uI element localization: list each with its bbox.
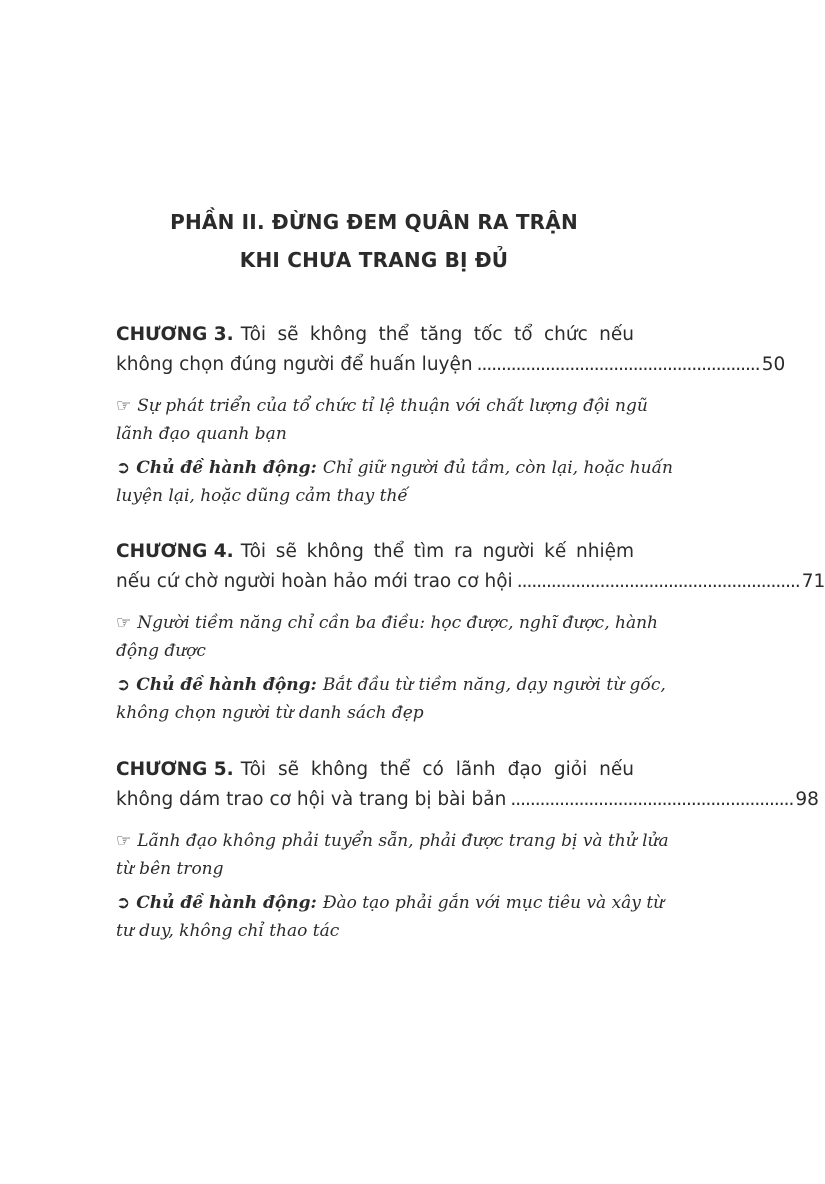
page-number: 50 <box>761 354 786 375</box>
chapter-action <box>116 889 665 945</box>
chapter-label: CHƯƠNG 5. <box>116 759 234 780</box>
page-number: 98 <box>795 789 819 810</box>
chapter-heading <box>116 755 819 815</box>
chapter-action <box>116 454 673 510</box>
chapter-note <box>116 609 658 665</box>
note-line-2: từ bên trong <box>116 859 224 879</box>
pointing-hand-icon: ☞ <box>116 831 132 851</box>
note-line-2: lãnh đạo quanh bạn <box>116 424 287 444</box>
chapter-heading <box>116 320 786 380</box>
action-label: Chủ đề hành động: <box>136 458 317 478</box>
chapter-entry-3 <box>116 320 786 510</box>
arrow-icon: ➲ <box>116 893 131 913</box>
dot-leader: .......................................................... <box>476 354 760 375</box>
pointing-hand-icon: ☞ <box>116 396 132 416</box>
chapter-title-line-2: không dám trao cơ hội và trang bị bài bản <box>116 789 507 810</box>
chapter-label: CHƯƠNG 3. <box>116 324 234 345</box>
chapter-title-line-2: nếu cứ chờ người hoàn hảo mới trao cơ hội <box>116 571 513 592</box>
chapter-label: CHƯƠNG 4. <box>116 541 234 562</box>
action-line-1: Bắt đầu từ tiềm năng, dạy người từ gốc, <box>322 675 666 695</box>
chapter-entry-4 <box>116 537 825 727</box>
action-line-2: luyện lại, hoặc dũng cảm thay thế <box>116 486 408 506</box>
arrow-icon: ➲ <box>116 458 131 478</box>
arrow-icon: ➲ <box>116 675 131 695</box>
note-line-1: Sự phát triển của tổ chức tỉ lệ thuận với chất lượng đội ngũ <box>137 396 648 416</box>
chapter-action <box>116 671 666 727</box>
chapter-title-line-1: Tôi sẽ không thể tìm ra người kế nhiệm <box>240 541 634 562</box>
note-line-2: động được <box>116 641 206 661</box>
chapter-title-line-1: Tôi sẽ không thể có lãnh đạo giỏi nếu <box>240 759 634 780</box>
note-line-1: Lãnh đạo không phải tuyển sẵn, phải được trang bị và thử lửa <box>137 831 669 851</box>
page-number: 71 <box>801 571 825 592</box>
chapter-title-line-1: Tôi sẽ không thể tăng tốc tổ chức nếu <box>240 324 634 345</box>
dot-leader: .......................................................... <box>516 571 800 592</box>
action-label: Chủ đề hành động: <box>136 893 317 913</box>
chapter-title-line-2: không chọn đúng người để huấn luyện <box>116 354 473 375</box>
action-line-2: tư duy, không chỉ thao tác <box>116 921 340 941</box>
action-line-2: không chọn người từ danh sách đẹp <box>116 703 424 723</box>
dot-leader: .......................................................... <box>510 789 794 810</box>
action-line-1: Chỉ giữ người đủ tầm, còn lại, hoặc huấn <box>322 458 673 478</box>
chapter-entry-5 <box>116 755 819 945</box>
action-label: Chủ đề hành động: <box>136 675 317 695</box>
chapter-heading <box>116 537 825 597</box>
pointing-hand-icon: ☞ <box>116 613 132 633</box>
part-title-line-1: PHẦN II. ĐỪNG ĐEM QUÂN RA TRẬN <box>170 210 578 234</box>
chapter-note <box>116 827 669 883</box>
chapter-note <box>116 392 648 448</box>
part-title <box>0 203 748 279</box>
note-line-1: Người tiềm năng chỉ cần ba điều: học được, nghĩ được, hành <box>137 613 658 633</box>
action-line-1: Đào tạo phải gắn với mục tiêu và xây từ <box>322 893 665 913</box>
part-title-line-2: KHI CHƯA TRANG BỊ ĐỦ <box>239 248 509 272</box>
